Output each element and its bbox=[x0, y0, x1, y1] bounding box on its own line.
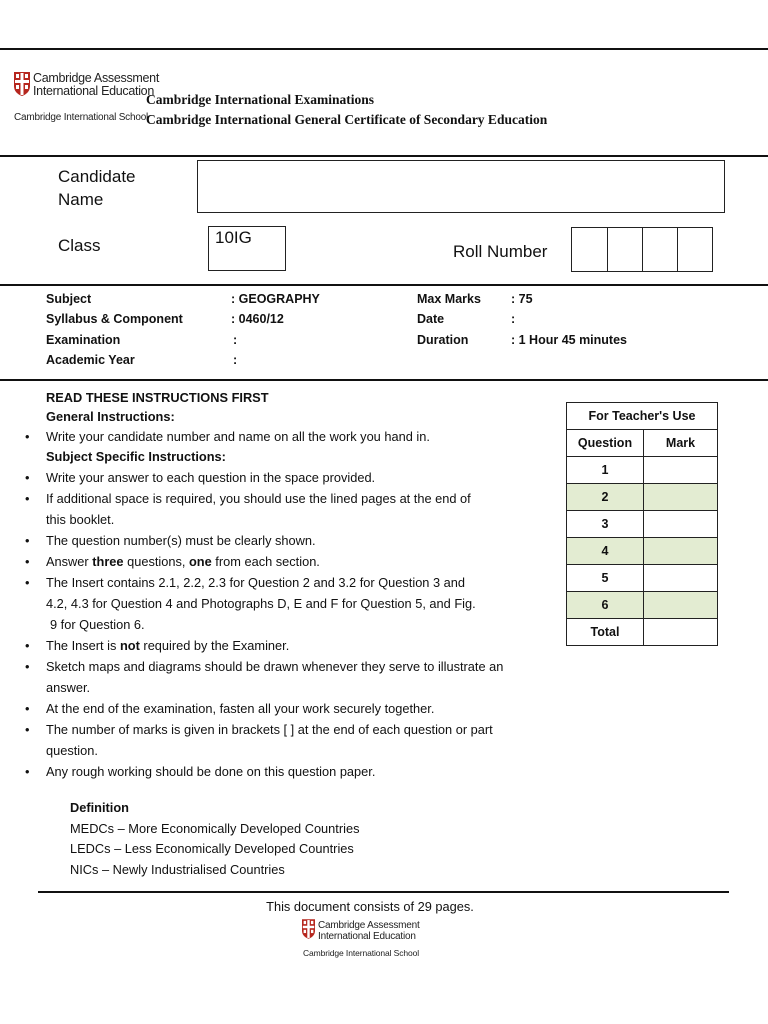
list-item: • The Insert contains 2.1, 2.2, 2.3 for Question 2 and 3.2 for Question 3 and 4.2, 4.3 for Question 4 and Photographs D, E and F for Question 5, and Fig. 9 for Question 6. bbox=[25, 575, 476, 632]
footer-logo-line1: Cambridge Assessment bbox=[318, 920, 420, 931]
table-row: 6 bbox=[567, 592, 718, 619]
list-item: • Answer three questions, one from each section. bbox=[25, 554, 320, 569]
definition-item: LEDCs – Less Economically Developed Countries bbox=[70, 841, 354, 856]
class-field[interactable] bbox=[208, 226, 286, 271]
list-item: • Sketch maps and diagrams should be drawn whenever they serve to illustrate an answer. bbox=[25, 659, 504, 695]
general-instructions-heading: General Instructions: bbox=[46, 409, 175, 424]
top-rule bbox=[0, 48, 768, 50]
definition-heading: Definition bbox=[70, 800, 129, 815]
instructions bbox=[25, 389, 606, 782]
list-item: • Write your answer to each question in the space provided. bbox=[25, 470, 376, 485]
roll-number-field[interactable] bbox=[571, 227, 713, 272]
duration-value: : 1 Hour 45 minutes bbox=[511, 333, 627, 347]
mark-cell[interactable] bbox=[644, 538, 718, 565]
duration-label: Duration bbox=[417, 333, 469, 347]
examination-label: Examination bbox=[46, 333, 121, 347]
academic-year-label: Academic Year bbox=[46, 353, 135, 367]
specific-instructions-heading: Subject Specific Instructions: bbox=[46, 449, 226, 464]
table-row: 1 bbox=[567, 457, 718, 484]
instructions-heading: READ THESE INSTRUCTIONS FIRST bbox=[46, 390, 269, 405]
table-row: 5 bbox=[567, 565, 718, 592]
candidate-name-field[interactable] bbox=[197, 160, 725, 213]
general-instructions-list bbox=[0, 426, 606, 447]
footer-logo-school: Cambridge International School bbox=[303, 948, 420, 958]
syllabus-value: : 0460/12 bbox=[231, 312, 284, 326]
column-header-question: Question bbox=[567, 430, 644, 457]
footer-rule bbox=[38, 891, 729, 893]
footer-logo-line2: International Education bbox=[318, 931, 416, 942]
column-header-mark: Mark bbox=[644, 430, 718, 457]
max-marks-value: : 75 bbox=[511, 292, 533, 306]
list-item: • Write your candidate number and name on all the work you hand in. bbox=[25, 429, 430, 444]
header-line1: Cambridge International Examinations bbox=[146, 92, 375, 107]
section-rule-2 bbox=[0, 284, 768, 286]
crest-icon bbox=[302, 919, 315, 939]
footer-logo bbox=[302, 919, 442, 963]
candidate-name-label: Candidate Name bbox=[58, 167, 136, 209]
date-value: : bbox=[511, 312, 516, 326]
specific-instructions-list bbox=[0, 467, 606, 782]
table-row: 3 bbox=[567, 511, 718, 538]
total-mark-cell[interactable] bbox=[644, 619, 718, 646]
total-label: Total bbox=[567, 619, 644, 646]
class-label: Class bbox=[58, 236, 101, 255]
mark-cell[interactable] bbox=[644, 484, 718, 511]
list-item: • Any rough working should be done on this question paper. bbox=[25, 764, 376, 779]
header-line2: Cambridge International General Certificate of Secondary Education bbox=[146, 112, 548, 127]
page-count: This document consists of 29 pages. bbox=[266, 899, 474, 914]
academic-year-value: : bbox=[233, 353, 238, 367]
class-value: 10IG bbox=[215, 228, 252, 247]
list-item: • The question number(s) must be clearly shown. bbox=[25, 533, 316, 548]
subject-value: : GEOGRAPHY bbox=[231, 292, 320, 306]
syllabus-label: Syllabus & Component bbox=[46, 312, 183, 326]
examination-value: : bbox=[233, 333, 238, 347]
cambridge-logo bbox=[14, 71, 160, 126]
mark-cell[interactable] bbox=[644, 457, 718, 484]
table-row bbox=[567, 619, 718, 646]
subject-label: Subject bbox=[46, 292, 92, 306]
roll-number-label: Roll Number bbox=[453, 242, 548, 261]
list-item: • The Insert is not required by the Examiner. bbox=[25, 638, 290, 653]
logo-school: Cambridge International School bbox=[14, 112, 149, 123]
mark-cell[interactable] bbox=[644, 565, 718, 592]
logo-org-line2: International Education bbox=[33, 84, 154, 98]
section-rule-1 bbox=[0, 155, 768, 157]
list-item: • At the end of the examination, fasten all your work securely together. bbox=[25, 701, 435, 716]
list-item: • The number of marks is given in brackets [ ] at the end of each question or part question. bbox=[25, 722, 493, 758]
list-item: • If additional space is required, you should use the lined pages at the end of this booklet. bbox=[25, 491, 471, 527]
table-row: 4 bbox=[567, 538, 718, 565]
definition-item: NICs – Newly Industrialised Countries bbox=[70, 862, 285, 877]
definition-item: MEDCs – More Economically Developed Countries bbox=[70, 821, 360, 836]
section-rule-3 bbox=[0, 379, 768, 381]
teacher-table-title: For Teacher's Use bbox=[567, 403, 718, 430]
crest-icon bbox=[14, 72, 30, 96]
mark-cell[interactable] bbox=[644, 592, 718, 619]
date-label: Date bbox=[417, 312, 445, 326]
logo-org-line1: Cambridge Assessment bbox=[33, 71, 160, 85]
teacher-use-table bbox=[566, 402, 718, 646]
mark-cell[interactable] bbox=[644, 511, 718, 538]
max-marks-label: Max Marks bbox=[417, 292, 481, 306]
table-row: 2 bbox=[567, 484, 718, 511]
